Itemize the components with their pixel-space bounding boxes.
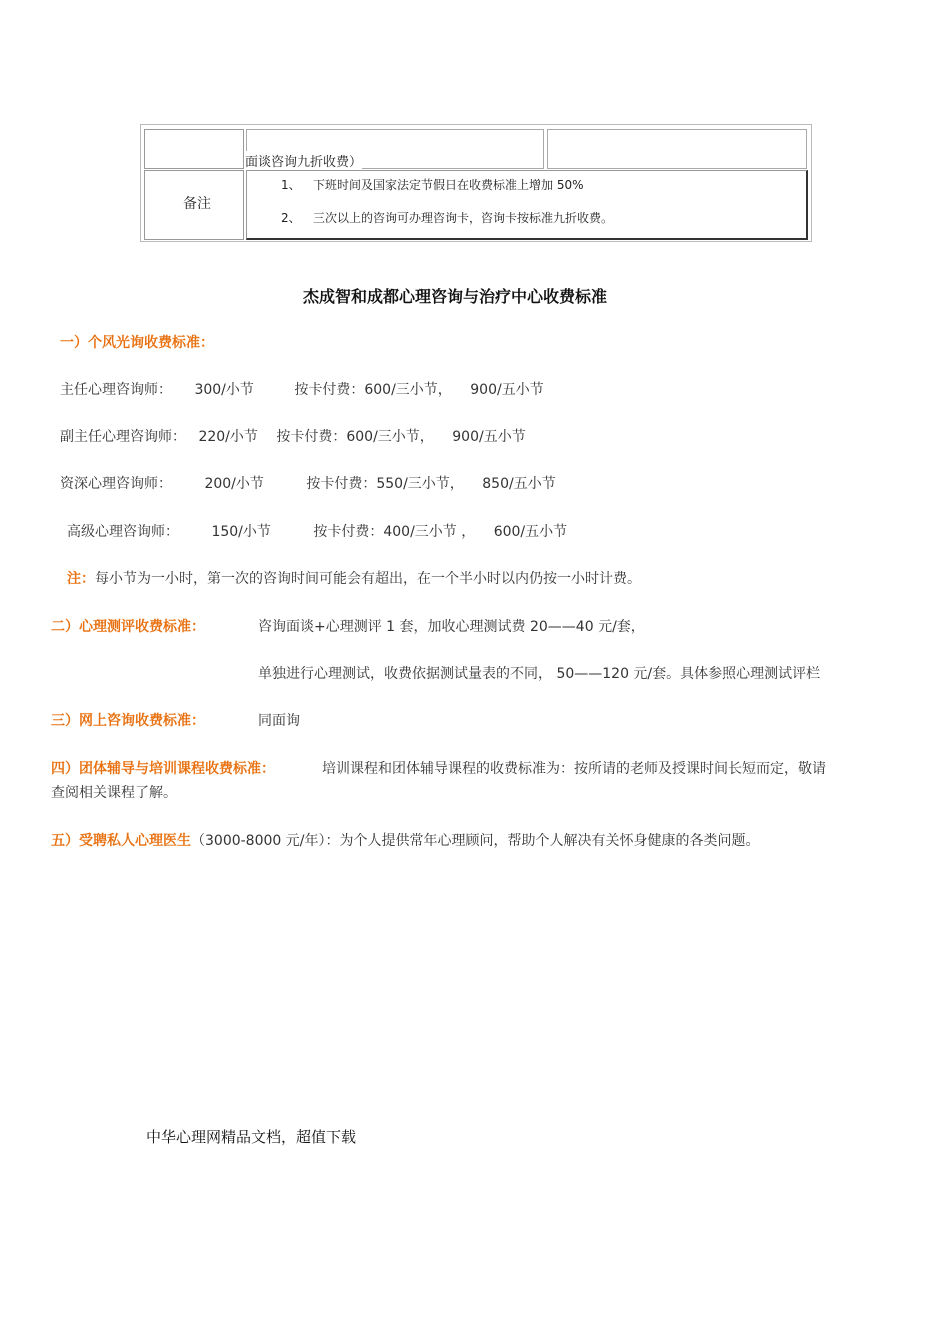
fee-row-role: 资深心理咨询师：: [60, 476, 172, 492]
note-1-number: 1、: [281, 178, 301, 192]
section5-text: （3000-8000 元/年）：为个人提供常年心理顾问，帮助个人解决有关怀身健康的各类问题。: [191, 833, 760, 849]
fee-row-price: 220/小节: [198, 429, 258, 445]
section5-line: [51, 830, 759, 850]
fee-row-deputy: [60, 426, 526, 446]
section3-heading: 三）网上咨询收费标准：: [51, 713, 205, 729]
table-cell-empty-right: [547, 129, 807, 169]
fee-row-advanced: [67, 521, 567, 541]
fee-row-role: 高级心理咨询师：: [67, 524, 179, 540]
section1-heading: 一）个风光询收费标准：: [60, 335, 214, 351]
section2-line2: 单独进行心理测试，收费依据测试量表的不同， 50——120 元/套。具体参照心理测试评栏: [258, 666, 821, 682]
table-row1-text: 面谈咨询九折收费）: [245, 151, 362, 170]
note-1-text: 下班时间及国家法定节假日在收费标准上增加 50%: [313, 178, 584, 192]
fee-row-role: 副主任心理咨询师：: [60, 429, 186, 445]
fee-row-price: 300/小节: [194, 382, 254, 398]
fee-row-five: 600/五小节: [493, 524, 568, 540]
note-text: 每小节为一小时，第一次的咨询时间可能会有超出，在一个半小时以内仍按一小时计费。: [95, 571, 641, 587]
section5-heading: 五）受聘私人心理医生: [51, 833, 191, 849]
section2-heading: 二）心理测评收费标准：: [51, 619, 205, 635]
section1-note: [67, 568, 641, 588]
note-2-text: 三次以上的咨询可办理咨询卡，咨询卡按标准九折收费。: [313, 211, 614, 225]
table-cell-remark-label: [144, 170, 244, 240]
fee-row-price: 150/小节: [211, 524, 271, 540]
note-label: 注：: [67, 571, 95, 587]
table-cell-empty-left: [144, 129, 244, 169]
fee-row-card: 按卡付费：600/三小节，: [276, 429, 434, 445]
section2-line1: 咨询面谈+心理测评 1 套，加收心理测试费 20——40 元/套，: [258, 619, 645, 635]
remark-label: 备注: [183, 196, 211, 212]
fee-row-card: 按卡付费：600/三小节，: [294, 382, 452, 398]
page-title: 杰成智和成都心理咨询与治疗中心收费标准: [303, 287, 608, 306]
fee-row-price: 200/小节: [204, 476, 264, 492]
fee-row-card: 按卡付费：550/三小节，: [306, 476, 464, 492]
note-2-number: 2、: [281, 211, 301, 225]
footer-text: 中华心理网精品文档，超值下载: [146, 1128, 357, 1146]
section4-text2: 查阅相关课程了解。: [51, 785, 177, 801]
fee-row-card: 按卡付费：400/三小节 ，: [313, 524, 476, 540]
fee-row-senior: [60, 473, 556, 493]
fee-row-five: 850/五小节: [482, 476, 556, 492]
fee-row-chief: [60, 379, 544, 399]
fee-row-five: 900/五小节: [470, 382, 544, 398]
table-cell-remark-notes: [246, 170, 808, 240]
fee-table: [140, 124, 812, 242]
fee-row-role: 主任心理咨询师：: [60, 382, 172, 398]
section4-heading: 四）团体辅导与培训课程收费标准：: [51, 761, 275, 777]
fee-row-five: 900/五小节: [452, 429, 526, 445]
section3-text: 同面询: [258, 713, 300, 729]
section4-text1: 培训课程和团体辅导课程的收费标准为：按所请的老师及授课时间长短而定，敬请: [322, 761, 826, 777]
